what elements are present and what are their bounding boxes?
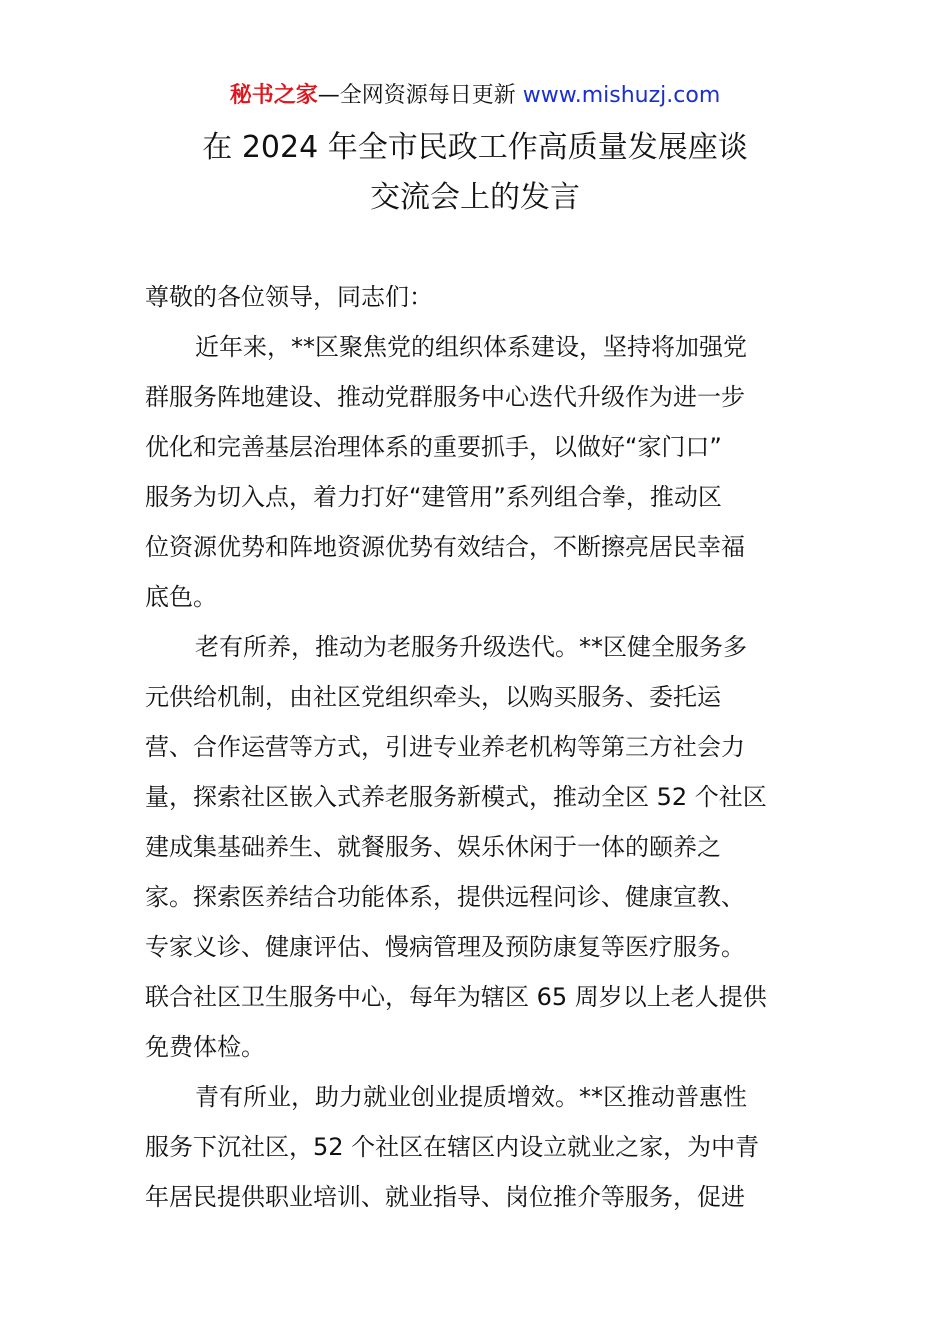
paragraph-line: 营、合作运营等方式，引进专业养老机构等第三方社会力	[145, 733, 745, 761]
paragraph-line: 优化和完善基层治理体系的重要抓手，以做好“家门口”	[145, 433, 722, 461]
site-header	[0, 80, 950, 112]
paragraph-line: 近年来，**区聚焦党的组织体系建设，坚持将加强党	[195, 333, 747, 361]
paragraph-line: 专家义诊、健康评估、慢病管理及预防康复等医疗服务。	[145, 933, 745, 961]
paragraph-line: 底色。	[145, 583, 217, 611]
document-title-line-1: 在 2024 年全市民政工作高质量发展座谈	[202, 130, 748, 165]
paragraph-line: 免费体检。	[145, 1033, 265, 1061]
paragraph-elderly-care	[145, 622, 767, 1072]
paragraph-line: 青有所业，助力就业创业提质增效。**区推动普惠性	[195, 1083, 747, 1111]
paragraph-line: 量，探索社区嵌入式养老服务新模式，推动全区 52 个社区	[145, 783, 767, 811]
salutation: 尊敬的各位领导，同志们：	[145, 283, 433, 311]
paragraph-line: 年居民提供职业培训、就业指导、岗位推介等服务，促进	[145, 1183, 745, 1211]
header-tagline: —全网资源每日更新	[317, 83, 523, 108]
paragraph-intro	[145, 322, 747, 622]
paragraph-line: 老有所养，推动为老服务升级迭代。**区健全服务多	[195, 633, 747, 661]
paragraph-line: 位资源优势和阵地资源优势有效结合，不断擦亮居民幸福	[145, 533, 745, 561]
paragraph-line: 群服务阵地建设、推动党群服务中心迭代升级作为进一步	[145, 383, 745, 411]
paragraph-line: 家。探索医养结合功能体系，提供远程问诊、健康宣教、	[145, 883, 745, 911]
site-url-link[interactable]: www.mishuzj.com	[522, 83, 721, 108]
paragraph-line: 元供给机制，由社区党组织牵头，以购买服务、委托运	[145, 683, 721, 711]
brand-name: 秘书之家	[229, 83, 318, 108]
paragraph-employment	[145, 1072, 759, 1222]
paragraph-line: 服务为切入点，着力打好“建管用”系列组合拳，推动区	[145, 483, 722, 511]
paragraph-line: 服务下沉社区，52 个社区在辖区内设立就业之家，为中青	[145, 1133, 760, 1161]
document-title-line-2: 交流会上的发言	[370, 180, 580, 215]
paragraph-line: 联合社区卫生服务中心，每年为辖区 65 周岁以上老人提供	[145, 983, 767, 1011]
paragraph-line: 建成集基础养生、就餐服务、娱乐休闲于一体的颐养之	[145, 833, 721, 861]
